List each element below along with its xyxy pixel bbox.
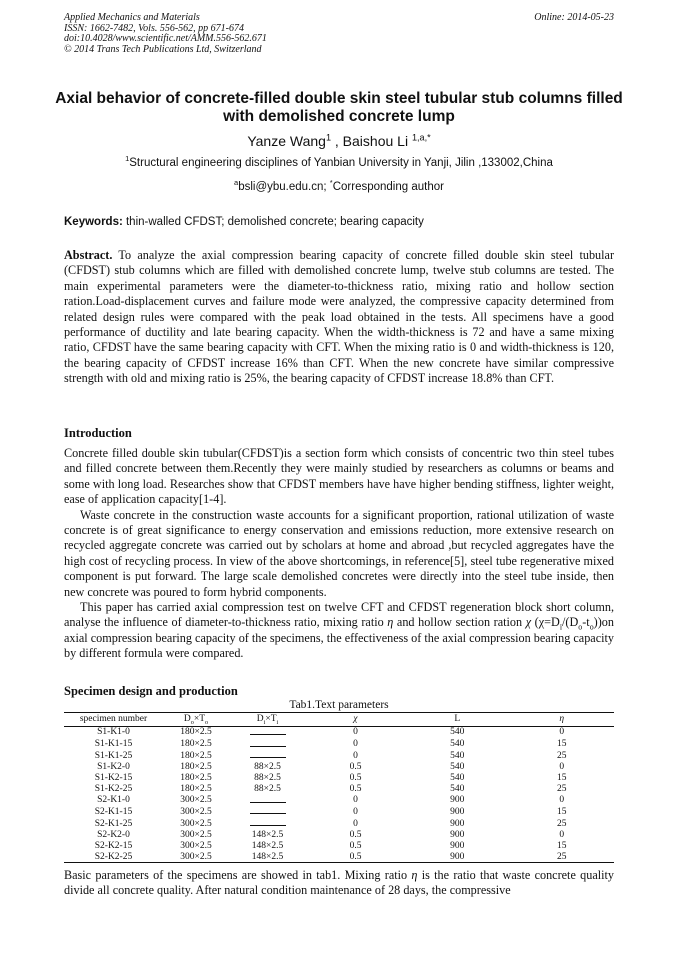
- cell-eta: 25: [510, 852, 615, 863]
- cell-do: 300×2.5: [180, 840, 212, 851]
- blank-line: [250, 727, 286, 735]
- col-do: $D_o\times T_o$: [163, 713, 229, 727]
- table-row: [64, 726, 614, 738]
- intro-paragraph-2: Waste concrete in the construction waste accounts for a significant proportion, rational utilization of waste concrete is of great significance to energy conservation and emissions reduction, more extensive research on recycled aggregate concrete was carried out by scholars at home and abroad ,but recycled aggregates have the high cost of recycling process. In view of the above shortcomings, in reference[5], steel tube regenerative mixed component is put forward. The large scale demolished concretes were directly into the steel tube inside, then new concrete was poured to form hybrid components.: [64, 507, 614, 599]
- introduction-body: [64, 446, 614, 662]
- intro-paragraph-1: Concrete filled double skin tubular(CFDST)is a section form which consists of concentric two thin steel tubes and filled concrete between them.Recently they were mainly studied by researchers as columns or beams and some with long load. Researches show that CFDST members have have higher bending stiffness, lighter weight, ease of application capacity[1-4].: [64, 446, 614, 507]
- table-row: [64, 773, 614, 784]
- cell-id: S2-K2-15: [94, 840, 133, 851]
- cell-L: 900: [450, 795, 465, 806]
- chi-symbol: χ: [525, 615, 532, 630]
- cell-eta: 15: [557, 806, 567, 817]
- cell-L: 900: [450, 818, 465, 829]
- table-row: [64, 852, 614, 863]
- intro-paragraph-3: This paper has carried axial compression test on twelve CFT and CFDST regeneration block short column, analyse the influence of diameter-to-thickness ratio, mixing ratio η and hollow section ration χ $(\chi=D_i/(D_o-t_o))on$ axial compression bearing capacity of the specimens, the effectiveness of the axial compression bearing capacity by different formula were compared.: [64, 600, 614, 661]
- cell-do: 180×2.5: [180, 750, 212, 761]
- cell-eta: 25: [557, 750, 567, 761]
- cell-chi: 0.5: [349, 829, 362, 840]
- table-row: [64, 830, 614, 841]
- cell-di: [229, 806, 306, 818]
- email: bsli@ybu.edu.cn;: [238, 181, 330, 193]
- cell-di: 148×2.5: [251, 840, 284, 851]
- cell-do: 300×2.5: [180, 806, 212, 817]
- cell-eta: 25: [557, 783, 567, 794]
- paper-title: Axial behavior of concrete-filled double skin steel tubular stub columns filled with demolished concrete lump: [55, 90, 623, 125]
- cell-di: 148×2.5: [251, 829, 284, 840]
- table-row: [64, 841, 614, 852]
- author-1: Yanze Wang: [247, 133, 326, 149]
- cell-id: S2-K1-0: [97, 795, 130, 806]
- author-2-sup: 1,a,*: [411, 132, 431, 143]
- cell-L: 540: [450, 739, 465, 750]
- blank-line: [250, 739, 286, 747]
- cell-chi: 0: [353, 795, 358, 806]
- cell-id: S1-K1-25: [94, 750, 133, 761]
- corresponding-author: Corresponding author: [332, 181, 444, 193]
- journal-name: Applied Mechanics and Materials: [64, 12, 200, 23]
- blank-line: [250, 806, 286, 814]
- table-caption: Tab1.Text parameters: [289, 699, 389, 711]
- table-row: [64, 806, 614, 818]
- cell-chi: 0.5: [306, 852, 405, 863]
- cell-id: S1-K1-15: [94, 739, 133, 750]
- cell-chi: 0.5: [349, 762, 362, 773]
- eta-symbol: η: [387, 615, 394, 630]
- cell-L: 900: [450, 829, 465, 840]
- cell-id: S1-K1-0: [97, 727, 130, 738]
- affiliation: [0, 154, 678, 169]
- cell-eta: 15: [557, 772, 567, 783]
- cell-chi: 0.5: [349, 783, 362, 794]
- cell-chi: 0: [353, 727, 358, 738]
- col-specimen: specimen number: [64, 713, 163, 727]
- cell-id: S2-K1-15: [94, 806, 133, 817]
- cell-eta: 0: [559, 727, 565, 738]
- cell-eta: 15: [557, 739, 567, 750]
- table-row: [64, 784, 614, 795]
- cell-di: [229, 750, 306, 762]
- cell-id: S1-K2-0: [97, 762, 130, 773]
- cell-chi: 0: [353, 818, 358, 829]
- cell-chi: 0.5: [349, 772, 362, 783]
- specimen-heading: Specimen design and production: [64, 684, 238, 698]
- affiliation-text: Structural engineering disciplines of Yanbian University in Yanji, Jilin ,133002,China: [129, 157, 553, 169]
- cell-L: 900: [450, 806, 465, 817]
- table-row: [64, 750, 614, 762]
- cell-di: 88×2.5: [254, 783, 281, 794]
- col-L: L: [405, 713, 510, 727]
- cell-eta: 0: [559, 795, 565, 806]
- cell-di: [229, 739, 306, 751]
- author-sep: ,: [331, 133, 343, 149]
- parameters-table: [64, 712, 614, 863]
- cell-eta: 0: [559, 829, 565, 840]
- abstract: [64, 248, 614, 387]
- col-di: $D_i\times T_i$: [229, 713, 306, 727]
- cell-do: 180×2.5: [180, 727, 212, 738]
- cell-id: S2-K2-0: [97, 829, 130, 840]
- affiliation-sup: 1: [125, 154, 130, 164]
- cell-do: 180×2.5: [180, 739, 212, 750]
- cell-L: 540: [450, 750, 465, 761]
- cell-id: S1-K2-15: [94, 772, 133, 783]
- table-row: [64, 818, 614, 830]
- cell-id: S2-K2-25: [64, 852, 163, 863]
- cell-L: 540: [450, 772, 465, 783]
- abstract-text: To analyze the axial compression bearing capacity of concrete filled double skin steel tubular (CFDST) stub columns which are filled with demolished concrete lump, twelve stub columns are tested. The main experimental parameters were the diameter-to-thickness ratio, mixing ratio and hollow section ration.Load-displacement curves and failure mode were analyzed, the compressive capacity determined from related design rules were compared with the peak load obtained in the tests. All specimens have a good performance of ductility and late bearing capacity. When the width-thickness is 72 and have a same mixing ratio, CFDST have the same bearing capacity with CFT. When the mixing ratio is 0 and width-thickness is 120, the bearing capacity of CFDST increase 16% than CFT. When the new concrete have similar compressive strength with old and mixing ratio is 25%, the bearing capacity of CFDST increase 18.8% than CFT.: [64, 248, 614, 386]
- journal-header: [64, 13, 267, 55]
- cell-chi: 0: [353, 739, 358, 750]
- cell-chi: 0.5: [349, 840, 362, 851]
- cell-L: 900: [450, 840, 465, 851]
- table-row: [64, 762, 614, 773]
- contact: [0, 178, 678, 193]
- table-row: [64, 795, 614, 807]
- abstract-label: Abstract.: [64, 248, 113, 262]
- cell-L: 540: [450, 783, 465, 794]
- cell-di: 88×2.5: [254, 772, 281, 783]
- cell-id: S1-K2-25: [94, 783, 133, 794]
- keywords-text: thin-walled CFDST; demolished concrete; bearing capacity: [122, 216, 424, 228]
- cell-di: 88×2.5: [254, 762, 281, 773]
- cell-L: 540: [450, 727, 465, 738]
- cell-di: [229, 818, 306, 830]
- blank-line: [250, 750, 286, 758]
- cell-do: 180×2.5: [180, 762, 212, 773]
- cell-chi: 0: [353, 806, 358, 817]
- keywords-label: Keywords:: [64, 216, 123, 228]
- cell-di: [229, 726, 306, 738]
- cell-do: 300×2.5: [180, 818, 212, 829]
- issn: ISSN: 1662-7482, Vols. 556-562, pp 671-674: [64, 22, 244, 34]
- specimen-text: Basic parameters of the specimens are showed in tab1. Mixing ratio η is the ratio that waste concrete quality divide all concrete quality. After natural condition maintenance of 28 days, the compressive: [64, 868, 614, 898]
- cell-di: 148×2.5: [229, 852, 306, 863]
- cell-chi: 0: [353, 750, 358, 761]
- table-header-row: [64, 713, 614, 727]
- blank-line: [250, 795, 286, 803]
- cell-eta: 0: [559, 762, 565, 773]
- cell-L: 540: [450, 762, 465, 773]
- keywords: [64, 216, 614, 228]
- cell-do: 300×2.5: [180, 795, 212, 806]
- blank-line: [250, 818, 286, 826]
- cell-di: [229, 795, 306, 807]
- cell-id: S2-K1-25: [94, 818, 133, 829]
- eta-symbol-2: η: [411, 868, 418, 882]
- cell-do: 180×2.5: [180, 783, 212, 794]
- introduction-heading: Introduction: [64, 426, 132, 440]
- doi: doi:10.4028/www.scientific.net/AMM.556-562.671: [64, 33, 267, 44]
- cell-do: 300×2.5: [163, 852, 229, 863]
- cell-eta: 25: [557, 818, 567, 829]
- col-eta: η: [510, 713, 615, 727]
- online-date: Online: 2014-05-23: [534, 12, 614, 23]
- corr-sup: *: [329, 178, 333, 188]
- email-sup: a: [234, 178, 239, 188]
- author-2: Baishou Li: [342, 133, 409, 149]
- col-chi: χ: [306, 713, 405, 727]
- cell-eta: 15: [557, 840, 567, 851]
- table-row: [64, 739, 614, 751]
- cell-L: 900: [405, 852, 510, 863]
- cell-do: 300×2.5: [180, 829, 212, 840]
- cell-do: 180×2.5: [180, 772, 212, 783]
- author-1-sup: 1: [325, 132, 331, 143]
- copyright: © 2014 Trans Tech Publications Ltd, Switzerland: [64, 43, 262, 55]
- authors: [0, 133, 678, 149]
